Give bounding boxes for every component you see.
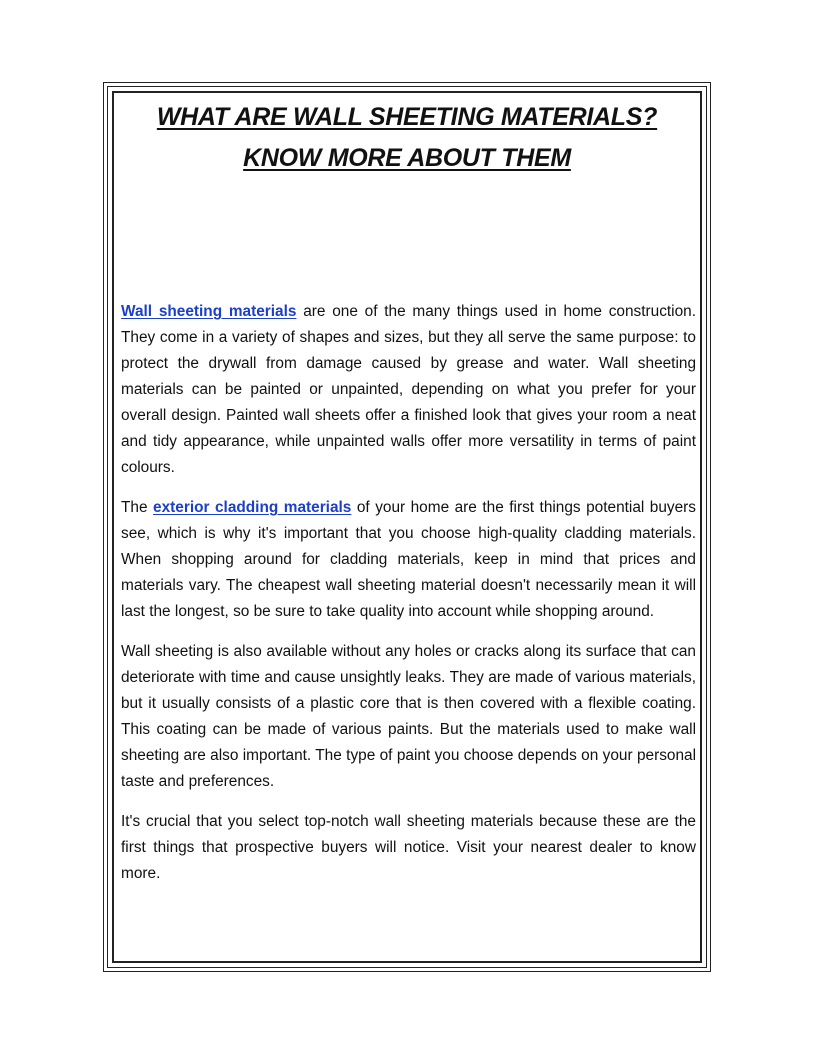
title-line-1: WHAT ARE WALL SHEETING MATERIALS? bbox=[156, 103, 658, 131]
paragraph-2-lead: The bbox=[121, 499, 154, 516]
paragraph-2 bbox=[121, 495, 696, 625]
paragraph-2-text: of your home are the first things potential buyers see, which is why it's important that you choose high-quality cladding materials. When shopping around for cladding materials, keep in mind that prices and materials vary. The cheapest wall sheeting material doesn't necessarily mean it will last the longest, so be sure to take quality into account while shopping around. bbox=[121, 499, 696, 620]
paragraph-4: It's crucial that you select top-notch wall sheeting materials because these are the first things that prospective buyers will notice. Visit your nearest dealer to know more. bbox=[121, 813, 696, 882]
article-body bbox=[121, 299, 696, 901]
paragraph-1-text: are one of the many things used in home construction. They come in a variety of shapes and sizes, but they all serve the same purpose: to protect the drywall from damage caused by grease and water. Wall sheeting materials can be painted or unpainted, depending on what you prefer for your overall design. Painted wall sheets offer a finished look that gives your room a neat and tidy appearance, while unpainted walls offer more versatility in terms of paint colours. bbox=[121, 303, 696, 476]
page-title bbox=[112, 97, 702, 179]
title-line-2: KNOW MORE ABOUT THEM bbox=[243, 144, 571, 172]
paragraph-1 bbox=[121, 299, 696, 481]
wall-sheeting-materials-link[interactable]: Wall sheeting materials bbox=[121, 303, 297, 320]
paragraph-3: Wall sheeting is also available without any holes or cracks along its surface that can deteriorate with time and cause unsightly leaks. They are made of various materials, but it usually consists of a plastic core that is then covered with a flexible coating. This coating can be made of various paints. But the materials used to make wall sheeting are also important. The type of paint you choose depends on your personal taste and preferences. bbox=[121, 643, 696, 790]
exterior-cladding-materials-link[interactable]: exterior cladding materials bbox=[153, 499, 352, 516]
